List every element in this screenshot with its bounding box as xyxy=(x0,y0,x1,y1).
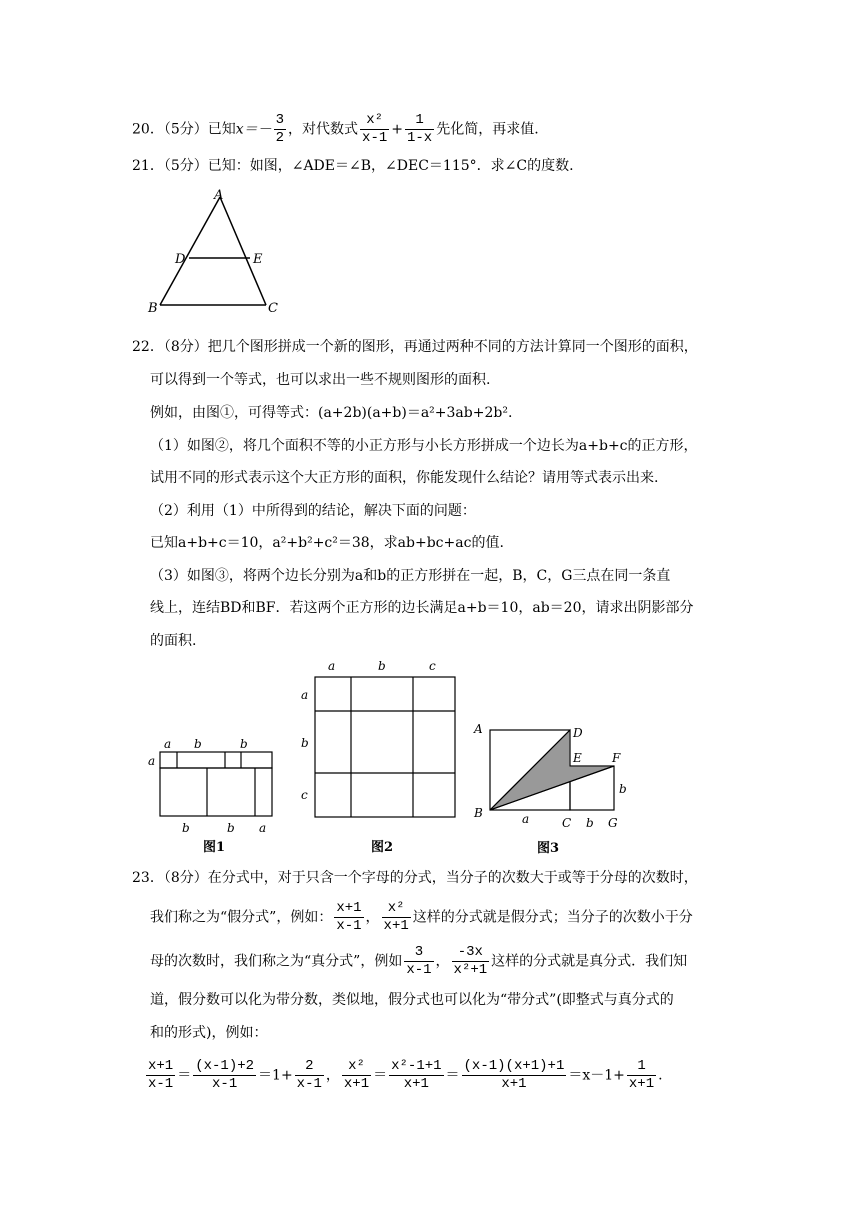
q23-ex1-frac xyxy=(334,900,363,935)
eq-frac-e-den: x+1 xyxy=(403,1076,429,1092)
fig1-left-label: a xyxy=(148,754,156,768)
fig3-label-c: C xyxy=(562,816,572,830)
q22-part2-b: 已知a+b+c＝10，a²+b²+c²＝38，求ab+bc+ac的值. xyxy=(150,535,504,551)
label-d: D xyxy=(175,252,186,267)
q20-frac2-num: 1 xyxy=(405,112,434,130)
q22-part1-b: 试用不同的形式表示这个大正方形的面积，你能发现什么结论？请用等式表示出来. xyxy=(150,470,659,486)
q23-ex4-frac xyxy=(452,944,490,979)
label-c: C xyxy=(268,301,278,315)
q23-line5: 和的形式)，例如： xyxy=(150,1025,268,1041)
fig2-square xyxy=(315,677,455,817)
q20-mid: ，对代数式 xyxy=(288,121,359,138)
fig2-top-label: c xyxy=(429,659,436,673)
eq-frac-a-num: x+1 xyxy=(148,1058,174,1074)
q23-line4: 道，假分数可以化为带分数，类似地，假分式也可以化为“带分式”(即整式与真分式的 xyxy=(150,992,674,1008)
fig2-top-label: a xyxy=(328,659,336,673)
label-a: A xyxy=(214,188,224,203)
label-b: B xyxy=(148,301,158,315)
q23-line1: 23．（8分）在分式中，对于只含一个字母的分式，当分子的次数大于或等于分母的次数时， xyxy=(132,870,698,886)
fig3-side-a: a xyxy=(522,812,530,826)
q22-part1-a: （1）如图②，将几个面积不等的小正方形与小长方形拼成一个边长为a+b+c的正方形， xyxy=(150,438,698,454)
q20-frac1-num: x² xyxy=(360,112,389,130)
q23-line3-text-b: 这样的分式就是真分式．我们知 xyxy=(491,953,688,970)
eq-frac-f-num: (x-1)(x+1)+1 xyxy=(463,1058,565,1074)
q20-x-frac xyxy=(274,112,286,147)
eq-frac-c-den: x-1 xyxy=(296,1076,322,1092)
q20-suffix: 先化简，再求值. xyxy=(436,121,539,138)
q23-line2: 我们称之为“假分式”，例如： $\frac{x+1}{x-1}$ ， $\frac{\text{x²}}{x+1}$ 这样的分式就是假分式；当分子的次数小于分 xyxy=(150,900,693,934)
q23-ex2-den: x+1 xyxy=(383,918,409,934)
figure-3 xyxy=(470,715,640,860)
eq-frac-b-num: (x-1)+2 xyxy=(195,1058,255,1074)
eq-frac-e xyxy=(389,1058,443,1093)
q20-x-eq: x＝－ xyxy=(235,121,272,138)
fig3-label-a: A xyxy=(474,722,483,736)
q23-ex2-num: x² xyxy=(382,900,411,918)
label-e: E xyxy=(253,252,263,267)
q20-line xyxy=(132,112,539,147)
figure-1 xyxy=(145,730,285,860)
eq-frac-b-den: x-1 xyxy=(212,1076,238,1092)
eq-frac-b xyxy=(193,1058,256,1093)
q23-ex3-num: 3 xyxy=(404,944,433,962)
eq-frac-g-den: x+1 xyxy=(628,1076,655,1092)
eq-frac-d-num: x² xyxy=(342,1058,371,1076)
eq-frac-a xyxy=(146,1058,175,1093)
fig1-top-label: b xyxy=(240,737,248,751)
q20-frac2-den: 1-x xyxy=(407,130,433,146)
fig3-side-b: b xyxy=(586,816,594,830)
eq-frac-g-num: 1 xyxy=(627,1058,656,1076)
q20-prefix: 20．（5分）已知 xyxy=(132,121,236,138)
fig1-bottom-label: b xyxy=(182,821,190,835)
fig1-top-label: b xyxy=(194,737,202,751)
fig1-bottom-label: b xyxy=(227,821,235,835)
q23-line2-text-b: 这样的分式就是假分式；当分子的次数小于分 xyxy=(412,909,693,926)
q20-frac2 xyxy=(405,112,434,147)
q23-line3-text-a: 母的次数时，我们称之为“真分式”，例如 xyxy=(150,953,403,970)
fig3-label-f: F xyxy=(612,751,621,765)
fig2-top-label: b xyxy=(378,659,386,673)
fig2-left-label: a xyxy=(301,688,309,702)
q23-line2-text-a: 我们称之为“假分式”，例如： xyxy=(150,909,333,926)
fig3-label-e: E xyxy=(573,751,582,765)
eq-c-prefix: ＝1+ xyxy=(258,1067,293,1084)
eq-g-prefix: ＝x－1+ xyxy=(568,1067,625,1084)
q23-ex1-den: x-1 xyxy=(336,918,362,934)
fig1-bottom-label: a xyxy=(259,821,267,835)
fig2-caption: 图2 xyxy=(371,840,394,855)
q22-part3-b: 线上，连结BD和BF．若这两个正方形的边长满足a+b＝10，ab＝20，请求出阴影部分 xyxy=(150,600,694,616)
q22-line3: 例如，由图①，可得等式：(a+2b)(a+b)＝a²+3ab+2b². xyxy=(150,405,513,421)
q23-line3: 母的次数时，我们称之为“真分式”，例如 $\frac{3}{x-1}$ ， $\frac{-3x}{\text{x²+1}}$ 这样的分式就是真分式．我们知 xyxy=(150,944,688,978)
q22-line1: 22．（8分）把几个图形拼成一个新的图形，再通过两种不同的方法计算同一个图形的面积， xyxy=(132,339,698,355)
eq-frac-c xyxy=(295,1058,324,1093)
fig1-caption: 图1 xyxy=(203,840,226,855)
q20-frac1 xyxy=(360,112,389,147)
q21-triangle-figure xyxy=(140,185,290,315)
fig3-label-g: G xyxy=(608,816,618,830)
q23-ex4-den: x²+1 xyxy=(453,962,488,978)
eq-frac-d xyxy=(342,1058,371,1093)
q22-line2: 可以得到一个等式，也可以求出一些不规则图形的面积. xyxy=(150,372,491,388)
eq-frac-c-num: 2 xyxy=(295,1058,324,1076)
q22-part3-a: （3）如图③，将两个边长分别为a和b的正方形拼在一起，B，C，G三点在同一条直 xyxy=(150,568,671,584)
eq-frac-a-den: x-1 xyxy=(148,1076,174,1092)
q20-x-num: 3 xyxy=(275,112,285,128)
q23-ex3-frac xyxy=(404,944,433,979)
q20-frac1-den: x-1 xyxy=(362,130,388,146)
fig3-side-b-right: b xyxy=(619,782,627,796)
fig2-left-label: b xyxy=(301,736,309,750)
eq-end: . xyxy=(658,1067,663,1084)
q23-ex2-frac xyxy=(382,900,411,935)
fig3-label-b: B xyxy=(474,806,483,820)
q22-part2-a: （2）利用（1）中所得到的结论，解决下面的问题： xyxy=(150,503,476,519)
eq-frac-f-den: x+1 xyxy=(501,1076,527,1092)
side-ac xyxy=(220,197,266,305)
fig3-label-d: D xyxy=(573,726,583,740)
fig3-caption: 图3 xyxy=(537,841,560,856)
q23-ex3-den: x-1 xyxy=(406,962,432,978)
q23-example-equation: $\frac{x+1}{x-1}$ ＝ $\frac{(x-1)+2}{x-1}$ ＝1+ $\frac{2}{x-1}$ ， $\frac{\text{x²}}{x+1}$ ＝ $\frac{\text{x²-1+1}}{x+1}$ ＝ $\frac{(x-1)(x+1)+1}{x+1}$ ＝x－1+ $\frac{1}{x+1}$ . xyxy=(148,1058,663,1092)
figure-2 xyxy=(295,655,465,860)
fig3-shaded-region xyxy=(490,730,614,810)
fig1-top-label: a xyxy=(164,737,172,751)
q20-plus: + xyxy=(391,121,403,138)
eq-frac-f xyxy=(462,1058,567,1093)
q20-x-den: 2 xyxy=(275,130,285,146)
eq-frac-d-den: x+1 xyxy=(343,1076,370,1092)
eq-frac-e-num: x²-1+1 xyxy=(391,1058,442,1074)
fig2-left-label: c xyxy=(301,788,308,802)
q23-ex4-num: -3x xyxy=(452,944,490,962)
side-ab xyxy=(160,197,220,305)
q22-part3-c: 的面积. xyxy=(150,633,197,649)
q21-text: 21．（5分）已知：如图，∠ADE＝∠B，∠DEC＝115°．求∠C的度数. xyxy=(132,158,574,174)
eq-frac-g xyxy=(627,1058,656,1093)
q23-ex1-num: x+1 xyxy=(336,900,362,916)
